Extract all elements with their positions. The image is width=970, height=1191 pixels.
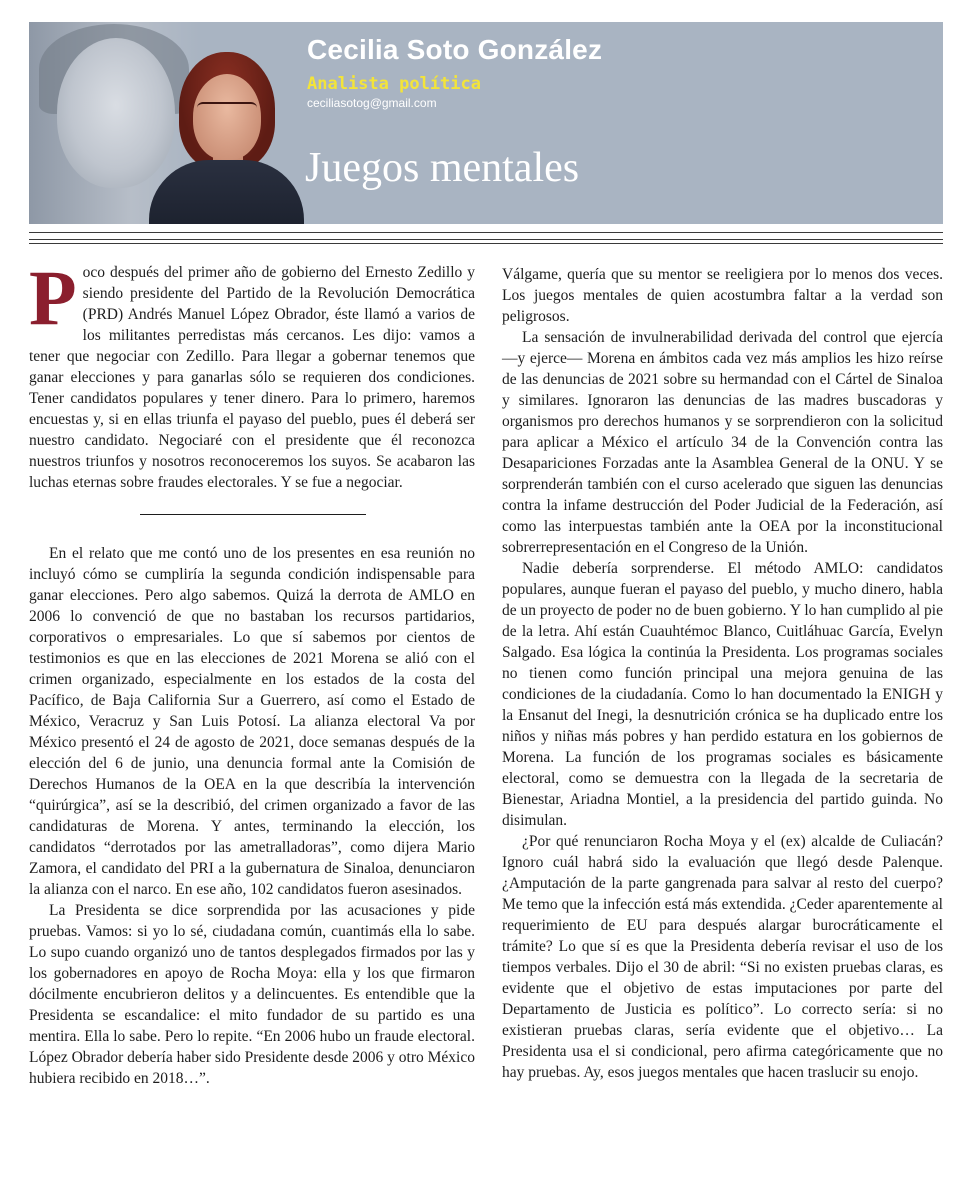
article-paragraph: Poco después del primer año de gobierno del Ernesto Zedillo y siendo presidente del Partido de la Revolución Democrática (PRD) Andrés Manuel López Obrador, éste llamó a varios de los militantes perredistas más cercanos. Les dijo: vamos a tener que negociar con Zedillo. Para llegar a gobernar tenemos que ganar elecciones y para ganarlas sólo se requieren dos condiciones. Tener candidatos populares y tener dinero. Para lo primero, haremos encuestas y, si en ellas triunfa el payaso del pueblo, pues él deberá ser nuestro candidato. Negociaré con el presidente que él reconozca nuestros triunfos y nosotros reconoceremos los suyos. Se acabaron las luchas eternas sobre fraudes electorales. Y se fue a negociar. (29, 254, 475, 491)
column-title: Juegos mentales (305, 145, 580, 191)
header-rule (29, 243, 943, 244)
drop-cap: P (29, 254, 77, 341)
article-paragraph: La Presidenta se dice sorprendida por las acusaciones y pide pruebas. Vamos: si yo lo sé, ciudadana común, cuantimás ella lo sabe. Lo supo cuando organizó uno de tantos desplegados firmados por las y los gobernadores en apoyo de Rocha Moya: ella y los que firmaron dócilmente encubrieron delitos y a delincuentes. Es entendible que la Presidenta se escandalice: el mito fundador de su partido es una mentira. Ella lo sabe. Pero lo repite. “En 2006 hubo un fraude electoral. López Obrador debería haber sido Presidente desde 2006 y otro México hubiera recibido en 2018…”. (29, 902, 475, 1087)
author-name: Cecilia Soto González (307, 34, 603, 65)
section-divider (140, 514, 366, 515)
header-rule (29, 232, 943, 233)
article-column-right (502, 264, 943, 1083)
author-email: ceciliasotog@gmail.com (307, 96, 437, 110)
article-column-left (29, 254, 475, 1089)
article-paragraph: Válgame, quería que su mentor se reeligiera por lo menos dos veces. Los juegos mentales de quien acostumbra faltar a la verdad son peligrosos. (502, 266, 943, 325)
article-paragraph: Nadie debería sorprenderse. El método AMLO: candidatos populares, aunque fueran el payaso del pueblo, y mucho dinero, habla de un proyecto de poder no de buen gobierno. Y lo han cumplido al pie de la letra. Ahí están Cuauhtémoc Blanco, Cuitláhuac García, Evelyn Salgado. Esa lógica la continúa la Presidenta. Los programas sociales no tienen como función principal una mejora genuina de las condiciones de la ciudadanía. Como lo han documentado la ENIGH y la Ensanut del Inegi, la desnutrición crónica se ha duplicado entre los niños y niñas más pobres y han perdido estatura en los gobiernos de Morena. La función de los programas sociales es básicamente electoral, como se demuestra con la llegada de la secretaria de Bienestar, Ariadna Montiel, a la presidencia del partido guinda. No disimulan. (502, 560, 943, 829)
author-role: Analista política (307, 74, 481, 94)
article-paragraph: ¿Por qué renunciaron Rocha Moya y el (ex) alcalde de Culiacán? Ignoro cuál habrá sido la evaluación que llegó desde Palenque. ¿Amputación de la parte gangrenada para salvar al resto del cuerpo? Me temo que la infección está más extendida. ¿Ceder aparentemente al requerimiento de EU para después alargar burocráticamente el trámite? Lo que sí es que la Presidenta debería revisar el uso de los tiempos verbales. Dijo el 30 de abril: “Si no existen pruebas claras, es evidente que el objetivo de estas imputaciones por parte del Departamento de Justicia es político”. Lo correcto sería: si no existieran pruebas claras, sería evidente que el objetivo… La Presidenta usa el si condicional, pero afirma categóricamente que no hay pruebas. Ay, esos juegos mentales que hacen traslucir su enojo. (502, 833, 943, 1081)
article-paragraph: La sensación de invulnerabilidad derivada del control que ejercía —y ejerce— Morena en ámbitos cada vez más amplios les hizo reírse de las denuncias de 2021 sobre su hermandad con el Cártel de Sinaloa y similares. Ignoraron las denuncias de las madres buscadoras y organismos pro derechos humanos y se sorprendieron con la solicitud para aplicar a México el artículo 34 de la Convención contra las Desapariciones Forzadas ante la Asamblea General de la ONU. Y se sorprenderán también con el curso acelerado que siguen las denuncias contra la infame destrucción del Poder Judicial de la Federación, así como las interpuestas también ante la OEA por la inconstitucional sobrerrepresentación en el Congreso de la Unión. (502, 329, 943, 556)
author-portrait (149, 52, 304, 224)
header-rule (29, 239, 943, 240)
column-header-banner (29, 22, 943, 224)
article-paragraph: En el relato que me contó uno de los presentes en esa reunión no incluyó cómo se cumpliría la segunda condición indispensable para ganar elecciones. Pero algo sabemos. Quizá la derrota de AMLO en 2006 lo convenció de que no bastaban los recursos partidarios, corporativos o empresariales. Lo que sí sabemos por cientos de testimonios es que en las elecciones de 2021 Morena se alió con el crimen organizado, especialmente en los estados de la costa del Pacífico, de Baja California Sur a Guerrero, así como el Estado de México, Veracruz y San Luis Potosí. La alianza electoral Va por México presentó el 24 de agosto de 2021, doce semanas después de la elección del 6 de junio, una denuncia formal ante la Comisión de Derechos Humanos de la OEA en la que describía la intervención “quirúrgica”, así se la describió, del crimen organizado a favor de las candidaturas de Morena. Y antes, terminando la elección, los candidatos “derrotados por las ametralladoras”, como dijera Mario Zamora, el candidato del PRI a la gubernatura de Sinaloa, denunciaron la alianza con el narco. En ese año, 102 candidatos fueron asesinados. (29, 545, 475, 898)
